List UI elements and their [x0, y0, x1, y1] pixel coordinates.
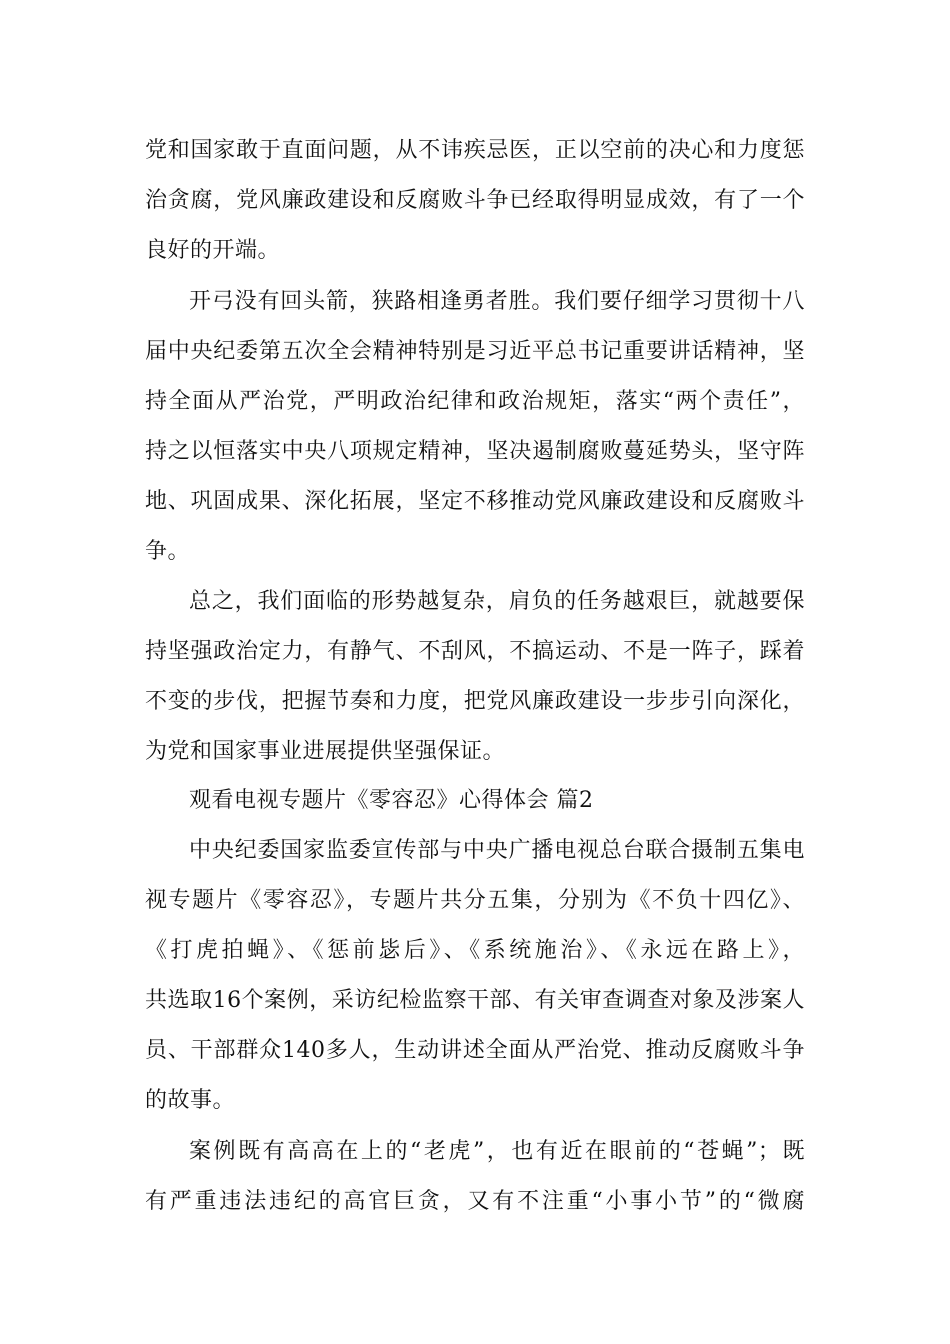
text-line: 为党和国家事业进展提供坚强保证。 [145, 739, 506, 764]
text-line: 员、干部群众140多人，生动讲述全面从严治党、推动反腐败斗争 [145, 1038, 805, 1063]
text-line: 不变的步伐，把握节奏和力度，把党风廉政建设一步步引向深化， [145, 689, 805, 714]
text-line: 视专题片《零容忍》，专题片共分五集，分别为《不负十四亿》、 [145, 888, 805, 913]
text-line: 地、巩固成果、深化拓展，坚定不移推动党风廉政建设和反腐败斗 [145, 489, 805, 514]
text-line: 的故事。 [145, 1088, 236, 1113]
text-line: 案例既有高高在上的“老虎”，也有近在眼前的“苍蝇”；既 [189, 1139, 805, 1164]
text-line: 党和国家敢于直面问题，从不讳疾忌医，正以空前的决心和力度惩 [145, 138, 805, 163]
text-line: 持之以恒落实中央八项规定精神，坚决遏制腐败蔓延势头，坚守阵 [145, 439, 805, 464]
text-line: 持坚强政治定力，有静气、不刮风，不搞运动、不是一阵子，踩着 [145, 639, 805, 664]
text-line: 观看电视专题片《零容忍》心得体会 篇2 [189, 788, 594, 813]
text-line: 良好的开端。 [145, 238, 281, 263]
text-line: 争。 [145, 539, 191, 564]
text-line: 有严重违法违纪的高官巨贪，又有不注重“小事小节”的“微腐 [145, 1189, 805, 1214]
text-line: 届中央纪委第五次全会精神特别是习近平总书记重要讲话精神，坚 [145, 339, 805, 364]
text-line: 治贪腐，党风廉政建设和反腐败斗争已经取得明显成效，有了一个 [145, 188, 805, 213]
text-line: 共选取16个案例，采访纪检监察干部、有关审查调查对象及涉案人 [145, 988, 805, 1013]
text-line: 《打虎拍蝇》、《惩前毖后》、《系统施治》、《永远在路上》， [145, 938, 805, 963]
text-line: 中央纪委国家监委宣传部与中央广播电视总台联合摄制五集电 [189, 838, 805, 863]
text-line: 开弓没有回头箭，狭路相逢勇者胜。我们要仔细学习贯彻十八 [189, 289, 805, 314]
text-line: 总之，我们面临的形势越复杂，肩负的任务越艰巨，就越要保 [189, 589, 805, 614]
text-line: 持全面从严治党，严明政治纪律和政治规矩，落实“两个责任”， [145, 389, 805, 414]
